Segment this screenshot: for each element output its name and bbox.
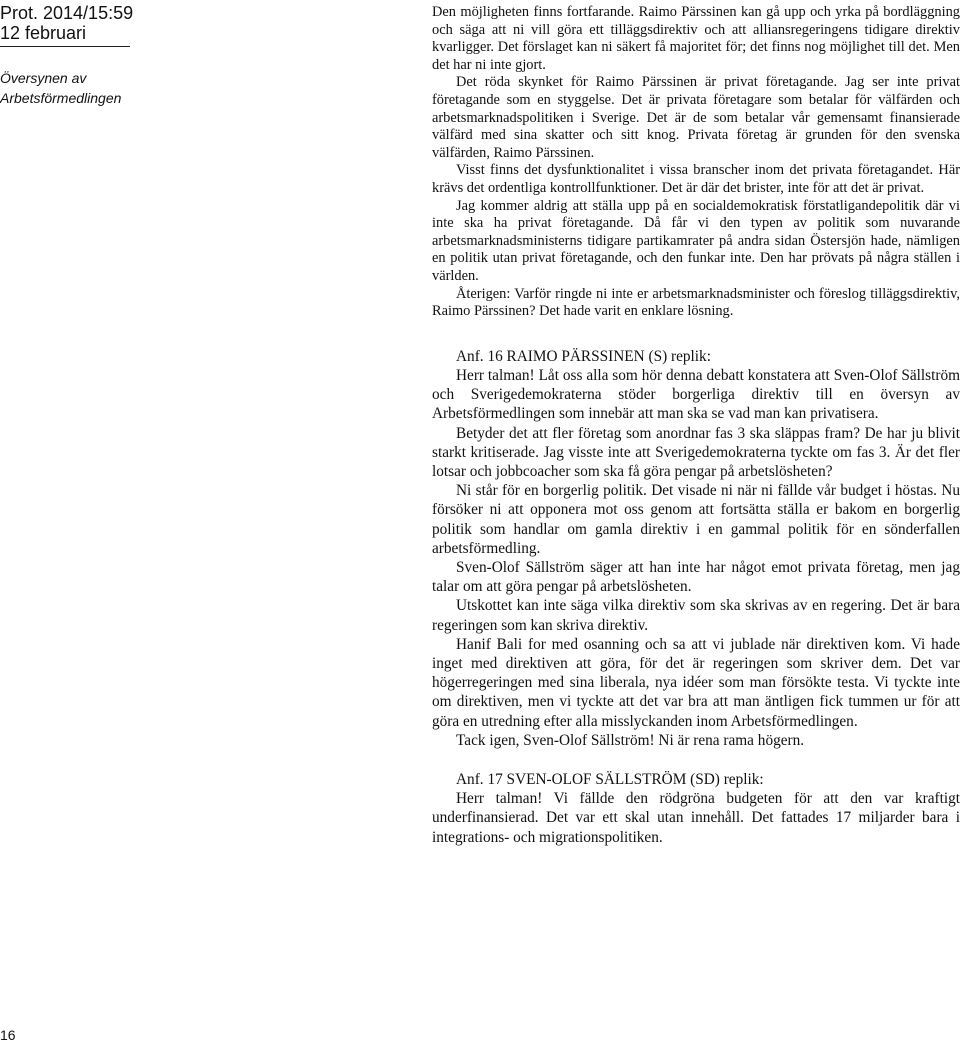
paragraph: Ni står för en borgerlig politik. Det visade ni när ni fällde vår budget i höstas. Nu försöker ni att opponera mot oss genom att fortsätta ställa er bakom en borgerlig politik som handlar om gamla direktiv i en gammal politik för en sönderfallen arbetsförmedling. (432, 482, 960, 557)
paragraph: Tack igen, Sven-Olof Sällström! Ni är rena rama högern. (456, 731, 805, 749)
margin-divider (0, 46, 130, 47)
paragraph: Herr talman! Låt oss alla som hör denna debatt konstatera att Sven-Olof Sällström och Sverigedemokraterna stöder borgerliga direktiv till en översyn av Arbetsförmedlingen som innebär att man ska se vad man kan privatisera. (432, 366, 960, 423)
page-number: 16 (0, 1027, 16, 1043)
paragraph: Visst finns det dysfunktionalitet i vissa branscher inom det privata företagandet. Här krävs det ordentliga kontrollfunktioner. Det är där det brister, inte för att det är privat. (432, 162, 960, 196)
paragraph: Sven-Olof Sällström säger att han inte har något emot privata företag, men jag talar om att göra pengar på arbetslösheten. (432, 558, 960, 596)
paragraph: Återigen: Varför ringde ni inte er arbetsmarknadsminister och föreslog tilläggsdirektiv, Raimo Pärssinen? Det hade varit en enklare lösning. (432, 285, 960, 320)
paragraph: Jag kommer aldrig att ställa upp på en socialdemokratisk förstatligandepolitik där vi inte ska ha privat företagande. Då får vi den typen av politik som nuvarande arbetsmarknadsministerns tidigare partikamrater på andra sidan Östersjön hade, nämligen en politik utan privat företagande, och den funkar inte. Den har prövats på några ställen i världen. (432, 197, 960, 284)
paragraph: Den möjligheten finns fortfarande. Raimo Pärssinen kan gå upp och yrka på bordläggning och säga att ni vill göra ett tilläggsdirektiv och att alliansregeringens tidigare direktiv kvarligger. Det förslaget kan ni säkert få majoritet för; det finns nog möjlighet till det. Men det har ni inte gjort. (432, 4, 960, 73)
debate-subject (0, 68, 135, 108)
main-text (432, 4, 960, 847)
speech-heading: Anf. 17 SVEN-OLOF SÄLLSTRÖM (SD) replik: (456, 770, 764, 788)
paragraph: Hanif Bali for med osanning och sa att vi jublade när direktiven kom. Vi hade inget med direktiven att göra, för det är regeringen som skriver dem. Det var högerregeringen med sina liberala, nya idéer som man försökte testa. Vi tyckte inte om direktiven, men vi tyckte att det var bra att man äntligen fick tummen ur för att göra en utredning efter alla misslyckanden inom Arbetsförmedlingen. (432, 635, 960, 730)
paragraph: Betyder det att fler företag som anordnar fas 3 ska släppas fram? De har ju blivit starkt kritiserade. Jag visste inte att Sverigedemokraterna tyckte om fas 3. Är det fler lotsar och jobbcoacher som ska få göra pengar på arbetslösheten? (432, 424, 960, 480)
subject-line: Arbetsförmedlingen (0, 90, 122, 106)
speech-anf-16 (432, 347, 960, 750)
speech-continuation (432, 4, 960, 321)
subject-line: Översynen av (0, 70, 87, 86)
speech-anf-17 (432, 770, 960, 847)
speech-heading: Anf. 16 RAIMO PÄRSSINEN (S) replik: (456, 347, 711, 365)
paragraph: Utskottet kan inte säga vilka direktiv som ska skrivas av en regering. Det är bara regeringen som kan skriva direktiv. (432, 597, 960, 634)
paragraph: Det röda skynket för Raimo Pärssinen är privat företagande. Jag ser inte privat företagande som en styggelse. Det är privata företagare som betalar för välfärden och arbetsmarknadspolitiken i Sverige. Det är de som betalar vår gemensamt finansierade välfärd med sina skatter och sitt knog. Privata företag är grunden för den svenska välfärden, Raimo Pärssinen. (432, 74, 960, 161)
paragraph: Herr talman! Vi fällde den rödgröna budgeten för att den var kraftigt underfinansierad. Det var ett skal utan innehåll. Det fattades 17 miljarder bara i integrations- och migrationspolitiken. (432, 790, 960, 846)
protocol-date: 12 februari (0, 23, 87, 43)
page-margin (0, 0, 135, 1045)
protocol-number: Prot. 2014/15:59 (0, 3, 134, 23)
